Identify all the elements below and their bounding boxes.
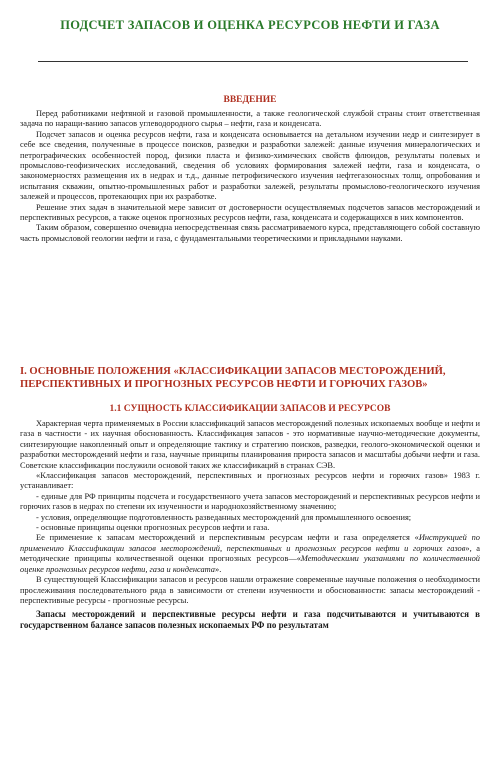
s1-p3-start: Ее применение к запасам месторождений и перспективным ресурсам нефти и газа определяется « [36, 533, 419, 543]
intro-paragraph-2: Подсчет запасов и оценка ресурсов нефти, газа и конденсата основывается на детальном изучении недр и синтезирует в себе все сведения, полученные в процессе поисков, разведки и разработки залежей: данные изучения минералогических и петрографических особенностей пород, физики пласта и физико-химических свойств флюидов, результаты полевых и промыслово-геофизических исследований, сведения об условиях формирования залежей нефти, газа и конденсата, о закономерностях размещения их в недрах и т.д., данные петрофизического изучения нефтегазоносных толщ, опробования и испытания скважин, опытно-промышленных работ и разработки залежей, результаты промыслово-геологического изучения залежей и процессов, протекающих при их разработке. [20, 129, 480, 202]
section-1-body [20, 419, 480, 631]
s1-paragraph-5-bold: Запасы месторождений и перспективные ресурсы нефти и газа подсчитываются и учитываются в государственном балансе запасов полезных ископаемых РФ по результатам [20, 609, 480, 631]
s1-paragraph-4: В существующей Классификации запасов и ресурсов нашли отражение современные научные положения о необходимости прослеживания последовательного ряда в зависимости от степени изученности и обоснованности: запасы месторождений - перспективные ресурсы - прогнозные ресурсы. [20, 575, 480, 605]
s1-p3-mid: », а методические принципы количественной оценки прогнозных ресурсов—« [20, 543, 481, 564]
s1-p3-italic-2: Методическими указаниями по количественной оценке прогнозных ресурсов нефти, газа и конденсата [20, 554, 480, 574]
document-title: ПОДСЧЕТ ЗАПАСОВ И ОЦЕНКА РЕСУРСОВ НЕФТИ И ГАЗА [60, 18, 440, 32]
intro-paragraph-3: Решение этих задач в значительной мере зависит от достоверности осуществляемых подсчетов запасов месторождений и перспективных ресурсов, а также оценок прогнозных ресурсов нефти, газа, конденсата и содержащихся в них компонентов. [20, 202, 480, 223]
s1-paragraph-2: «Классификация запасов месторождений, перспективных и прогнозных ресурсов нефти и горючих газов» 1983 г. устанавливает: [20, 471, 480, 491]
intro-paragraph-1: Перед работниками нефтяной и газовой промышленности, а также геологической службой страны стоит ответственная задача по наращи-ванию запасов углеводородного сырья – нефти, газа и конденсата. [20, 109, 480, 129]
s1-paragraph-3 [20, 533, 480, 575]
s1-list-item-2: - условия, определяющие подготовленность разведанных месторождений для промышленного освоения; [36, 512, 412, 522]
title-divider [38, 61, 468, 62]
intro-paragraph-4: Таким образом, совершенно очевидна непосредственная связь рассматриваемого курса, представляющего собой составную часть промысловой геологии нефти и газа, с фундаментальными теоретическими и прикладными науками. [20, 223, 480, 243]
subsection-1-1-heading: 1.1 СУЩНОСТЬ КЛАССИФИКАЦИИ ЗАПАСОВ И РЕСУРСОВ [109, 404, 391, 414]
s1-p3-italic-1: Инструкцией по применению Классификации запасов месторождений, перспективных и прогнозных ресурсов нефти и горючих газов [20, 533, 480, 553]
s1-list-item-1: - единые для РФ принципы подсчета и государственного учета запасов месторождений и перспективных ресурсов нефти и горючих газов в недрах по степени их изученности и народнохозяйственному значению; [20, 491, 480, 512]
intro-heading: ВВЕДЕНИЕ [223, 95, 277, 105]
intro-section [20, 109, 480, 244]
section-1-heading: I. ОСНОВНЫЕ ПОЛОЖЕНИЯ «КЛАССИФИКАЦИИ ЗАПАСОВ МЕСТОРОЖДЕНИЙ, ПЕРСПЕКТИВНЫХ И ПРОГНОЗНЫХ РЕСУРСОВ НЕФТИ И ГОРЮЧИХ ГАЗОВ» [20, 366, 446, 390]
s1-paragraph-1: Характерная черта применяемых в России классификаций запасов месторождений полезных ископаемых вообще и нефти и газа в частности - их научная обоснованность. Классификация запасов - это нормативные научно-методические документы, синтезирующие накопленный опыт и определяющие тактику и стратегию поисков, разведки, геолого-экономической оценки и разработки месторождений нефти и газа, научные принципы планирования прироста запасов и масштабы добычи нефти и газа. Советские классификации послужили основой таких же классификаций в странах СЭВ. [20, 419, 480, 470]
s1-p3-end: ». [215, 564, 222, 574]
s1-list-item-3: - основные принципы оценки прогнозных ресурсов нефти и газа. [36, 523, 270, 533]
